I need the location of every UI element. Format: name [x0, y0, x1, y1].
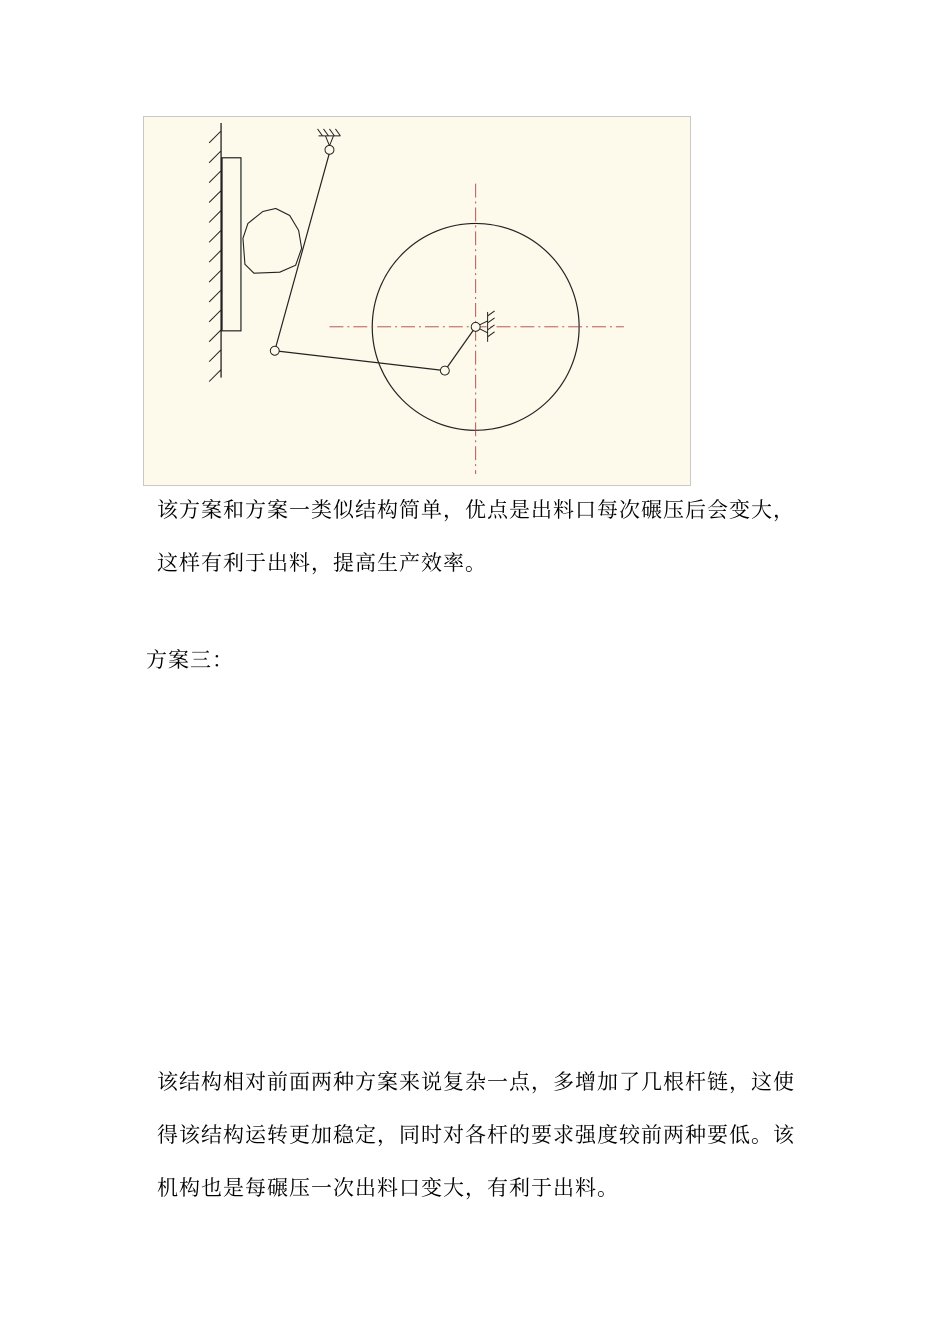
paragraph-line: 得该结构运转更加稳定，同时对各杆的要求强度较前两种要低。该: [157, 1123, 795, 1147]
crank-pin-joint: [440, 366, 449, 375]
connecting-rod: [275, 351, 445, 371]
heading-scheme-3: 方案三：: [146, 648, 234, 672]
crank: [445, 327, 476, 371]
paragraph-scheme-2-description: [157, 484, 795, 590]
rod-joint: [270, 346, 279, 355]
paragraph-line: 该方案和方案一类似结构简单，优点是出料口每次碾压后会变大，: [157, 498, 795, 522]
paragraph-line: 机构也是每碾压一次出料口变大，有利于出料。: [157, 1176, 619, 1200]
wall-hatching: [209, 131, 221, 382]
swing-jaw-rod: [275, 153, 330, 351]
paragraph-scheme-3-description: [157, 1056, 795, 1215]
paragraph-line: 这样有利于出料，提高生产效率。: [157, 551, 487, 575]
crank-center-joint: [471, 322, 480, 331]
material-lump: [243, 209, 302, 274]
top-pivot-joint: [325, 145, 334, 154]
mechanism-diagram-svg: [144, 117, 690, 485]
top-ground-support: [318, 129, 341, 146]
paragraph-line: 该结构相对前面两种方案来说复杂一点，多增加了几根杆链，这使: [157, 1070, 795, 1094]
mechanism-diagram: [143, 116, 691, 486]
fixed-jaw-plate: [222, 158, 241, 331]
